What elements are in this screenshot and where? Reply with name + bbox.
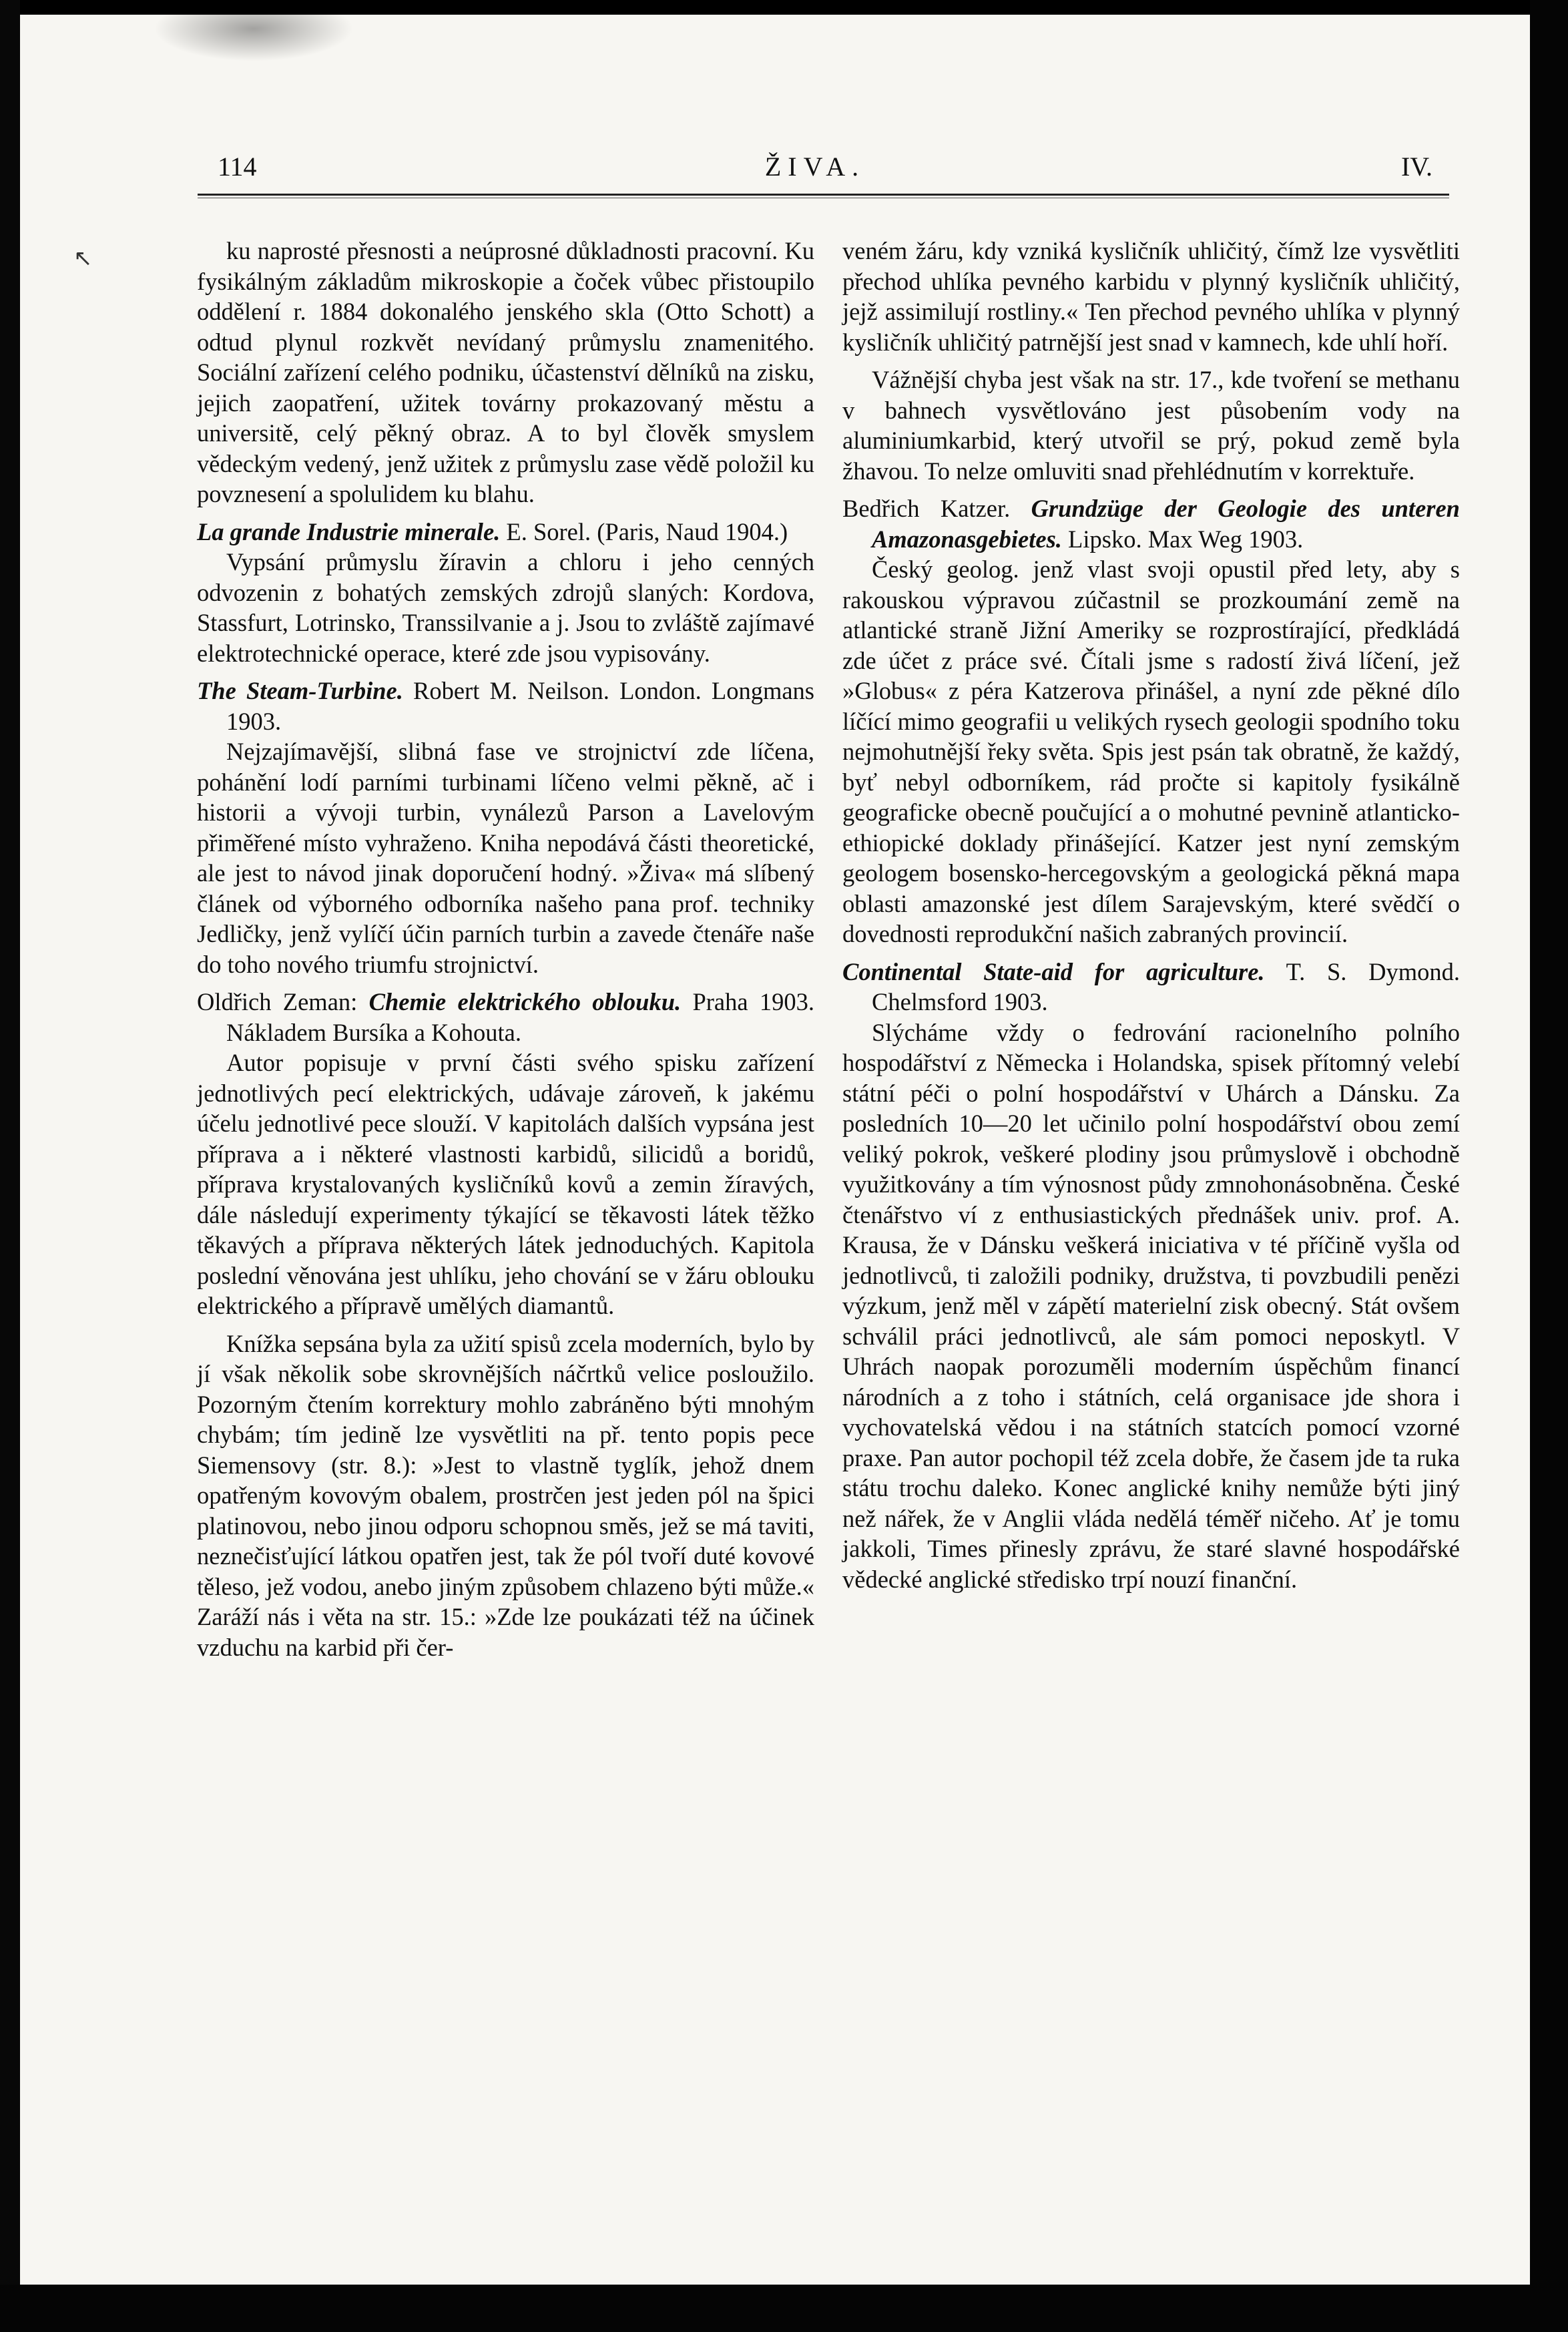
scan-border-left [0,0,20,2332]
scan-border-bottom [0,2285,1568,2332]
review-book-title: La grande Industrie minerale. [197,517,501,545]
review-publication-info: E. Sorel. (Paris, Naud 1904.) [500,517,788,545]
page-number: 114 [218,152,257,182]
review-heading [197,987,814,1047]
scan-smudge [154,15,354,61]
running-header [198,151,1432,198]
header-rule [198,194,1449,198]
body-paragraph: Vypsání průmyslu žíravin a chloru i jeho cenných odvozenin z bohatých zemských zdrojů slaných: Kordova, Stassfurt, Lotrinsko, Transsilvanie a j. Jsou to zvláště zajímavé elektrotechnické operace, které zde jsou vypisovány. [197,548,814,667]
body-paragraph: Český geolog. jenž vlast svoji opustil před lety, aby s rakouskou výpravou zúčastnil se prozkoumání země na atlantické straně Jižní Ameriky se rozprostírající, předkládá zde účet z práce své. Čítali jsme s radostí živá líčení, jež »Globus« z péra Katzerova přinášel, a nyní zde pěkné dílo líčící mimo geografii u velikých rysech geologii spodního toku nejmohutnější řeky světa. Spis jest psán tak obratně, že každý, byť nebyl odborníkem, rád pročte si kapitoly fysikálně geograficke obecně poučující a o mohutné pevnině atlanticko-ethiopické doklady přinášející. Katzer jest nyní zemským geologem bosensko-hercegovským a geologická pěkná mapa oblasti amazonské jest dílem Sarajevským, které svědčí o dovednosti reprodukční našich zabraných provincií. [842,555,1460,947]
review-heading [842,957,1460,1017]
review-heading [197,517,814,547]
review-publication-info: Robert M. Neilson. London. Longmans 1903. [226,677,814,735]
journal-title: ŽIVA. [764,152,866,182]
review-book-title: The Steam-Turbine. [197,677,403,704]
review-book-title: Grundzüge der Geologie des unteren Amazonasgebietes. [872,495,1460,553]
left-column [197,236,814,1662]
review-author: Bedřich Katzer. [842,495,1031,522]
body-paragraph: veném žáru, kdy vzniká kysličník uhličitý, čímž lze vysvětliti přechod uhlíka pevného karbidu v plynný kysličník uhličitý, jejž assimilují rostliny.« Ten přechod pevného uhlíka v plynný kysličník uhličitý patrnější jest snad v kamnech, kde uhlí hoří. [842,237,1460,356]
review-heading [197,676,814,736]
body-paragraph: Autor popisuje v první části svého spisku zařízení jednotlivých pecí elektrických, udávaje zároveň, k jakému účelu jednotlivé pece slouží. V kapitolách dalších vypsána jest příprava a i některé vlastnosti karbidů, silicidů a boridů, příprava krystalovaných kysličníků kovů a zemin žíravých, dále následují experimenty týkající se těkavosti látek těžko těkavých a příprava některých látek jednoduchých. Kapitola poslední věnována jest uhlíku, jeho chování se v žáru oblouku elektrického a přípravě umělých diamantů. [197,1049,814,1319]
body-paragraph: Knížka sepsána byla za užití spisů zcela moderních, bylo by jí však několik sobe skrovnějších náčrtků velice posloužilo. Pozorným čtením korrektury mohlo zabráněno býti mnohým chybám; tím jedině lze vysvětliti na př. tento popis pece Siemensovy (str. 8.): »Jest to vlastně tyglík, jehož dnem opatřeným kovovým obalem, prostrčen jest jeden pól na špici platinovou, nebo jinou odporu schopnou směs, jež se má taviti, neznečisťující látkou opatřen jest, tak že pól tvoří duté kovové těleso, jež vodou, anebo jiným způsobem chlazeno býti může.« Zaráží nás i věta na str. 15.: »Zde lze poukázati též na účinek vzduchu na karbid při čer- [197,1329,814,1661]
right-column [842,236,1460,1594]
scan-border-right [1530,0,1568,2332]
body-paragraph: ku naprosté přesnosti a neúprosné důkladnosti pracovní. Ku fysikálným základům mikroskopie a čoček vůbec přistoupilo oddělení r. 1884 dokonalého jenského skla (Otto Schott) a odtud plynul rozkvět nevídaný průmyslu znamenitého. Sociální zařízení celého podniku, účastenství dělníků na zisku, jejich zaopatření, užitek továrny prokazovaný městu a universitě, celý pěkný obraz. A to byl člověk smyslem vědeckým vedený, jenž užitek z průmyslu zase vědě položil ku povznesení a spolulidem ku blahu. [197,237,814,507]
volume-number: IV. [1400,152,1432,182]
body-paragraph: Vážnější chyba jest však na str. 17., kde tvoření se methanu v bahnech vysvětlováno jest působením vody na aluminiumkarbid, který utvořil se prý, pokud země byla žhavou. To nelze omluviti snad přehlédnutím v korrektuře. [842,366,1460,485]
review-publication-info: Lipsko. Max Weg 1903. [1061,525,1304,553]
margin-tick-mark: ↖ [73,245,93,272]
review-publication-info: Praha 1903. Nákladem Bursíka a Kohouta. [226,988,815,1046]
review-book-title: Continental State-aid for agriculture. [842,957,1265,985]
body-paragraph: Slýcháme vždy o fedrování racionelního polního hospodářství z Německa i Holandska, spisek přítomný velebí státní péči o polní hospodářství v Uhárch a Dánsku. Za posledních 10—20 let učinilo polní hospodářství obou zemí veliký pokrok, veškeré plodiny jsou průmyslově i obchodně využitkovány a tím výnosnost půdy zmnohonásobněna. České čtenářstvo ví z enthusiastických přednášek univ. prof. A. Krausa, že v Dánsku veškerá iniciativa v té příčině vyšla od jednotlivců, ti založili podniky, družstva, ti povzbudili penězi výzkum, jenž měl v zápětí materielní zisk obecný. Stát ovšem schválil práci jednotlivců, ale sám pomoci neposkytl. V Uhrách naopak porozuměli moderním úspěchům financí národních a z toho i státních, celá organisace jde shora i vychovatelská vědou i na státních statcích pomocí vzorné praxe. Pan autor pochopil též zcela dobře, že časem jde ta ruka státu trochu daleko. Konec anglické knihy nemůže býti jiný než nářek, že v Anglii vláda nedělá téměř ničeho. Ať je tomu jakkoli, Times přinesly zprávu, že staré slavné hospodářské vědecké anglické středisko trpí nouzí finanční. [842,1018,1460,1593]
review-author: Oldřich Zeman: [197,988,369,1015]
review-book-title: Chemie elektrického oblouku. [368,988,682,1015]
review-heading [842,493,1460,554]
review-publication-info: T. S. Dymond. Chelmsford 1903. [872,957,1461,1015]
body-paragraph: Nejzajímavější, slibná fase ve strojnictví zde líčena, pohánění lodí parními turbinami líčeno velmi pěkně, ač i historii a vývoji turbin, vynálezů Parson a Lavelovým přiměřené místo vyhraženo. Kniha nepodává části theoretické, ale jest to návod jinak doporučení hodný. »Živa« má slíbený článek od výborného odborníka našeho pana prof. techniky Jedličky, jenž vylíčí účin parních turbin a zavede čtenáře naše do toho nového triumfu strojnictví. [197,738,814,978]
